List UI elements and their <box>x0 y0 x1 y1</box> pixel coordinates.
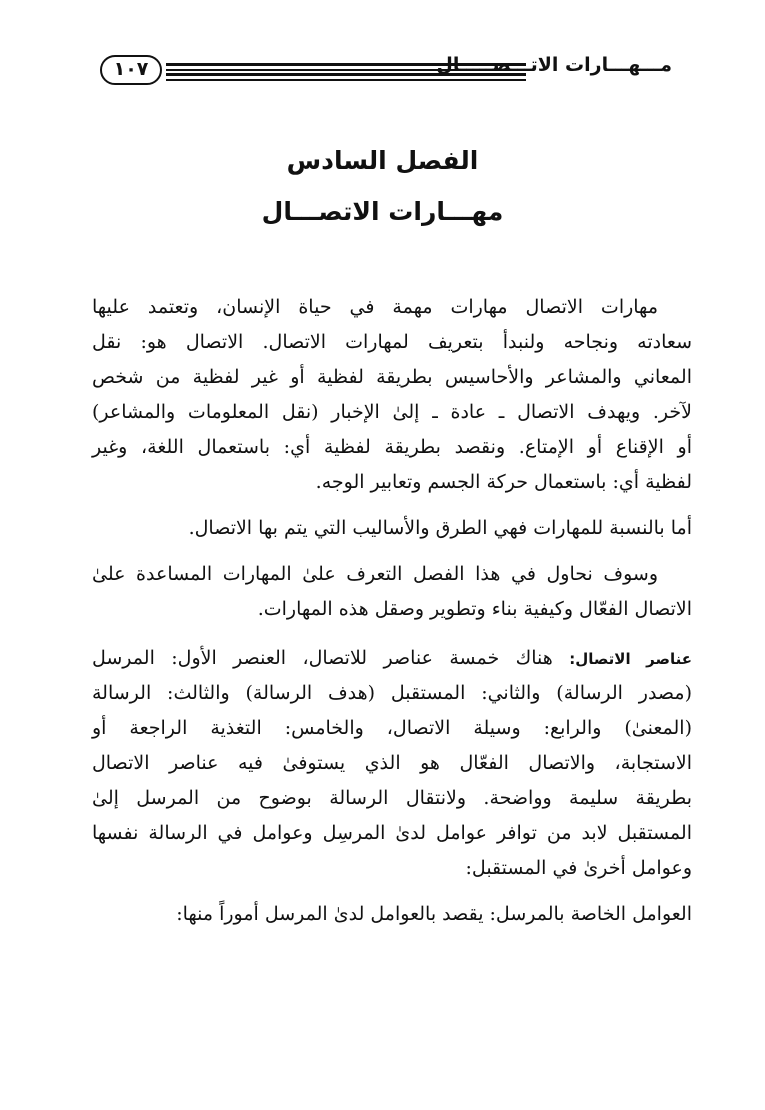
paragraph-sender-factors <box>92 897 692 932</box>
paragraph-gap <box>92 500 692 511</box>
running-title: مـــهـــارات الاتـــصـــــال <box>436 54 672 76</box>
paragraph-skills <box>92 511 692 546</box>
text-line: وسوف نحاول في هذا الفصل التعرف علىٰ المهارات المساعدة علىٰ <box>92 563 658 585</box>
paragraph-elements <box>92 641 692 886</box>
text-line: الاستجابة، والاتصال الفعّال هو الذي يستوفىٰ فيه عناصر الاتصال <box>92 752 692 774</box>
text-line: مهارات الاتصال مهارات مهمة في حياة الإنسان، وتعتمد عليها <box>92 296 658 318</box>
text-line: العوامل الخاصة بالمرسل: يقصد بالعوامل لدىٰ المرسل أموراً منها: <box>176 903 692 925</box>
lead-in-heading: عناصر الاتصال: <box>569 650 692 668</box>
text-line: أو الإقناع أو الإمتاع. ونقصد بطريقة لفظية أي: باستعمال اللغة، وغير <box>92 436 692 458</box>
text-line: المعاني والمشاعر والأحاسيس بطريقة لفظية أو غير لفظية من شخص <box>92 366 692 388</box>
paragraph-gap <box>92 546 692 557</box>
text-line: وعوامل أخرىٰ في المستقبل: <box>465 857 692 879</box>
text-line-rest: هناك خمسة عناصر للاتصال، العنصر الأول: المرسل <box>92 647 570 669</box>
body-text <box>92 290 692 932</box>
page-number: ١٠٧ <box>100 55 162 85</box>
paragraph-gap <box>92 627 692 641</box>
chapter-number: الفصل السادس <box>286 146 479 175</box>
paragraph-definition <box>92 290 692 500</box>
text-line: لفظية أي: باستعمال حركة الجسم وتعابير الوجه. <box>315 471 692 493</box>
chapter-title: مهـــارات الاتصـــال <box>261 197 504 226</box>
running-header <box>100 52 672 92</box>
text-line <box>92 641 692 676</box>
text-line: لآخر. ويهدف الاتصال ـ عادة ـ إلىٰ الإخبار (نقل المعلومات والمشاعر) <box>92 401 692 423</box>
text-line: بطريقة سليمة وواضحة. ولانتقال الرسالة بوضوح من المرسل إلىٰ <box>92 787 692 809</box>
paragraph-chapter-aim <box>92 557 692 627</box>
header-rule <box>166 79 526 81</box>
text-line: المستقبل لابد من توافر عوامل لدىٰ المرسِل وعوامل في الرسالة نفسها <box>92 822 692 844</box>
text-line: الاتصال الفعّال وكيفية بناء وتطوير وصقل هذه المهارات. <box>257 598 692 620</box>
text-line: (المعنىٰ) والرابع: وسيلة الاتصال، والخامس: التغذية الراجعة أو <box>92 717 692 739</box>
text-line: سعادته ونجاحه ولنبدأ بتعريف لمهارات الاتصال. الاتصال هو: نقل <box>92 331 692 353</box>
text-line: أما بالنسبة للمهارات فهي الطرق والأساليب التي يتم بها الاتصال. <box>188 517 692 539</box>
text-line: (مصدر الرسالة) والثاني: المستقبل (هدف الرسالة) والثالث: الرسالة <box>92 682 692 704</box>
paragraph-gap <box>92 886 692 897</box>
